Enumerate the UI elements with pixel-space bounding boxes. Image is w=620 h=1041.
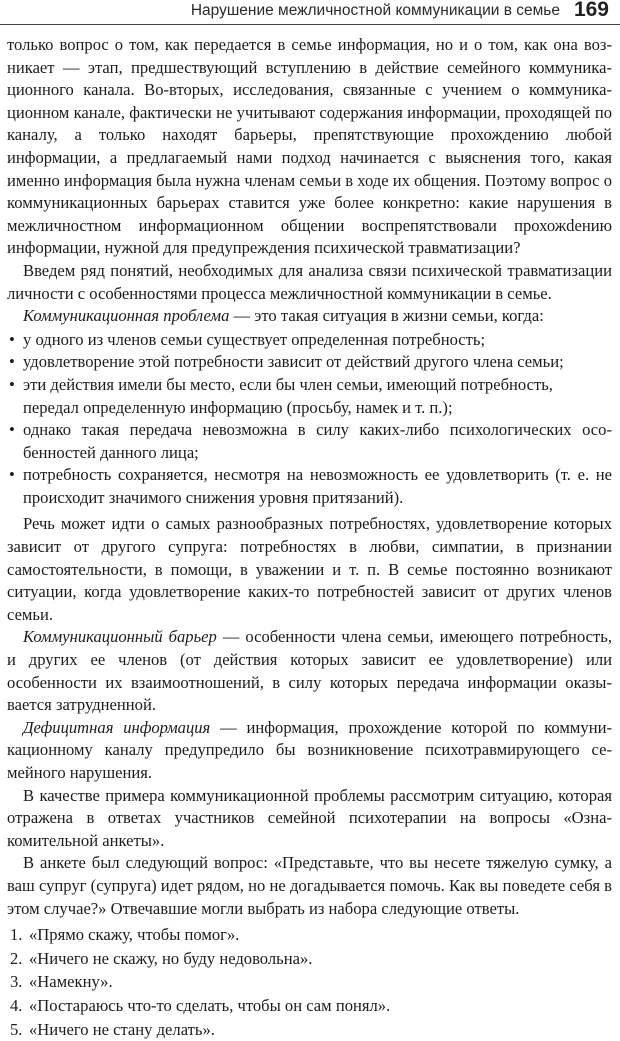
term-communication-problem: Коммуникационная проблема bbox=[23, 306, 230, 326]
list-item-text: у одного из членов семьи существует определенная потребность; bbox=[23, 329, 486, 349]
answer-list bbox=[7, 924, 612, 1041]
paragraph-deficit-information bbox=[7, 717, 612, 785]
definition-communication-problem: — это такая ситуация в жизни семьи, когда: bbox=[229, 306, 544, 326]
term-communication-barrier: Коммуникационный барьер bbox=[23, 627, 217, 647]
list-item bbox=[7, 464, 612, 509]
list-item bbox=[7, 351, 612, 374]
paragraph-continued: только вопрос о том, как передается в семье информация, но и о том, как она возникает — этап, предшествующий вступлению в действие семейного коммуникационного канала. Во-вторых, исследования, связанные с учением о коммуникационном канале, фактически не учитывают содержания информации, проходящей по каналу, а только находят барьеры, препятствующие прохождению любой информации, а предлагаемый нами подход начинается с выяснения того, какая именно информация была нужна членам семьи в ходе их общения. Поэтому вопрос о коммуникационных барьерах ставится уже более конкретно: какие нарушения в межличностном информационном общении воспрепятствовали прохожdению информации, нужной для предупреждения психической травматизации? bbox=[7, 35, 612, 258]
paragraph-concepts-intro: Введем ряд понятий, необходимых для анализа связи психической травматизации личности с особенностями процесса межличностной коммуникации в семье. bbox=[7, 260, 612, 303]
condition-list bbox=[7, 329, 612, 510]
answer-number: 5. bbox=[10, 1019, 23, 1039]
definition-communication-barrier: — особенности члена семьи, имеющего потребность, и других ее членов (от действия которых зависит ее удовлетворение) или особенности их взаимоотношений, в силу которых передача информации оказывается затрудненной. bbox=[7, 627, 612, 715]
running-header bbox=[0, 0, 620, 30]
term-deficit-information: Дефицитная информация bbox=[23, 717, 211, 737]
answer-text: «Ничего не стану делать». bbox=[29, 1019, 215, 1039]
answer-number: 4. bbox=[10, 995, 23, 1015]
list-item bbox=[7, 419, 612, 464]
list-item-text: потребность сохраняется, несмотря на невозможность ее удовлетворить (т. е. не происходит значимого снижения уровня притязаний). bbox=[23, 465, 612, 507]
list-item-text: однако такая передача невозможна в силу каких-либо психологических особенностей данного лица; bbox=[23, 420, 612, 462]
answer-number: 2. bbox=[10, 948, 23, 968]
answer-item bbox=[7, 995, 612, 1018]
list-item-text: эти действия имели бы место, если бы член семьи, имеющий потребность, передал определенную информацию (просьбу, намек и т. п.); bbox=[23, 374, 553, 417]
bullet-icon: • bbox=[9, 352, 15, 372]
answer-text: «Ничего не скажу, но буду недовольна». bbox=[29, 948, 313, 968]
list-item bbox=[7, 374, 612, 419]
paragraph-example-intro: В качестве примера коммуникационной проблемы рассмотрим ситуацию, которая отражена в ответах участников семейной психотерапии на вопросы «Ознакомительной анкеты». bbox=[7, 785, 612, 850]
bullet-icon: • bbox=[9, 329, 15, 349]
answer-item bbox=[7, 948, 612, 971]
answer-text: «Намекну». bbox=[29, 972, 113, 992]
answer-item bbox=[7, 924, 612, 947]
definition-deficit-information: — информация, прохождение которой по коммуникационному каналу предупредило бы возникновение психотравмирующего семейного нарушения. bbox=[7, 717, 612, 782]
bullet-icon: • bbox=[9, 374, 15, 394]
list-item bbox=[7, 329, 612, 352]
paragraph-communication-problem bbox=[7, 305, 612, 328]
paragraph-needs: Речь может идти о самых разнообразных потребностях, удовлетворение которых зависит от другого супруга: потребностях в любви, симпатии, в признании самостоятельности, в помощи, в уважении и т. п. В семье постоянно возникают ситуации, когда удовлетворение каких-то потребностей зависит от других членов семьи. bbox=[7, 514, 612, 624]
paragraph-questionnaire: В анкете был следующий вопрос: «Представьте, что вы несете тяжелую сумку, а ваш супруг (супруга) идет рядом, но не догадывается помочь. Как вы поведете себя в этом случае?» Отвечавшие могли выбрать из набора следующие ответы. bbox=[7, 853, 612, 918]
running-header-title: Нарушение межличностной коммуникации в семье bbox=[190, 2, 560, 19]
answer-number: 3. bbox=[10, 972, 23, 992]
paragraph-communication-barrier bbox=[7, 626, 612, 716]
page-number: 169 bbox=[573, 0, 609, 21]
answer-number: 1. bbox=[10, 925, 23, 945]
page-body bbox=[7, 34, 612, 1041]
header-rule bbox=[0, 24, 620, 25]
bullet-icon: • bbox=[9, 420, 15, 440]
answer-text: «Постараюсь что-то сделать, чтобы он сам понял». bbox=[29, 995, 391, 1015]
bullet-icon: • bbox=[9, 465, 15, 485]
list-item-text: удовлетворение этой потребности зависит от действий другого члена семьи; bbox=[23, 352, 564, 372]
answer-text: «Прямо скажу, чтобы помог». bbox=[29, 925, 240, 945]
answer-item bbox=[7, 1019, 612, 1041]
answer-item bbox=[7, 971, 612, 994]
